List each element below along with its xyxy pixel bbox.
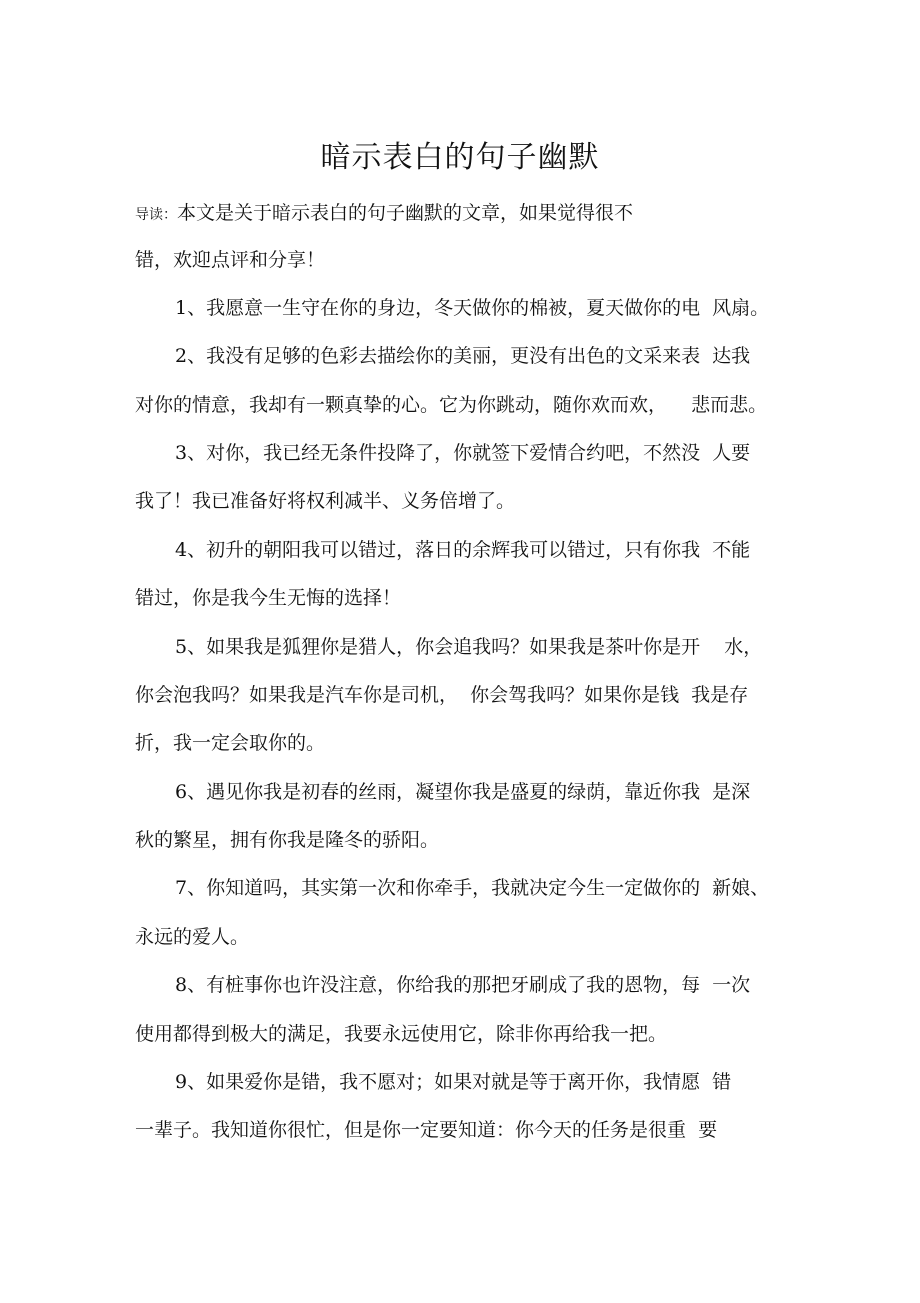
paragraph-9-line-1: 9、如果爱你是错，我不愿对；如果对就是等于离开你，我情愿 错 <box>175 1071 732 1093</box>
intro-text: 本文是关于暗示表白的句子幽默的文章，如果觉得很不 <box>177 202 634 224</box>
paragraph-9-line-2: 一辈子。我知道你很忙，但是你一定要知道：你今天的任务是很重 要 <box>135 1119 718 1141</box>
paragraph-3-line-2: 我了！我已准备好将权利减半、义务倍增了。 <box>135 490 516 512</box>
paragraph-5-line-3: 折，我一定会取你的。 <box>135 732 326 754</box>
paragraph-2-line-2: 对你的情意，我却有一颗真挚的心。它为你跳动，随你欢而欢， 悲而悲。 <box>135 394 768 416</box>
paragraph-4-line-2: 错过，你是我今生无悔的选择！ <box>135 587 402 609</box>
paragraph-8-line-2: 使用都得到极大的满足，我要永远使用它，除非你再给我一把。 <box>135 1023 668 1045</box>
paragraph-6-line-1: 6、遇见你我是初春的丝雨，凝望你我是盛夏的绿荫，靠近你我 是深 <box>175 781 751 803</box>
intro-line-2: 错，欢迎点评和分享！ <box>135 249 326 271</box>
intro-label: 导读： <box>135 207 177 223</box>
document-title: 暗示表白的句子幽默 <box>320 140 600 175</box>
paragraph-1-line-1: 1、我愿意一生守在你的身边，冬天做你的棉被，夏天做你的电 风扇。 <box>175 297 770 319</box>
paragraph-5-line-1: 5、如果我是狐狸你是猎人，你会追我吗？如果我是茶叶你是开 水， <box>175 636 763 658</box>
paragraph-7-line-1: 7、你知道吗，其实第一次和你牵手，我就决定今生一定做你的 新娘、 <box>175 877 770 899</box>
paragraph-8-line-1: 8、有桩事你也许没注意，你给我的那把牙刷成了我的恩物，每 一次 <box>175 974 751 996</box>
paragraph-7-line-2: 永远的爱人。 <box>135 926 250 948</box>
paragraph-2-line-1: 2、我没有足够的色彩去描绘你的美丽，更没有出色的文采来表 达我 <box>175 345 751 367</box>
paragraph-6-line-2: 秋的繁星，拥有你我是隆冬的骄阳。 <box>135 829 440 851</box>
paragraph-4-line-1: 4、初升的朝阳我可以错过，落日的余辉我可以错过，只有你我 不能 <box>175 539 751 561</box>
paragraph-5-line-2: 你会泡我吗？如果我是汽车你是司机， 你会驾我吗？如果你是钱 我是存 <box>135 684 749 706</box>
intro-line-1 <box>135 199 633 229</box>
paragraph-3-line-1: 3、对你，我已经无条件投降了，你就签下爱情合约吧，不然没 人要 <box>175 442 751 464</box>
